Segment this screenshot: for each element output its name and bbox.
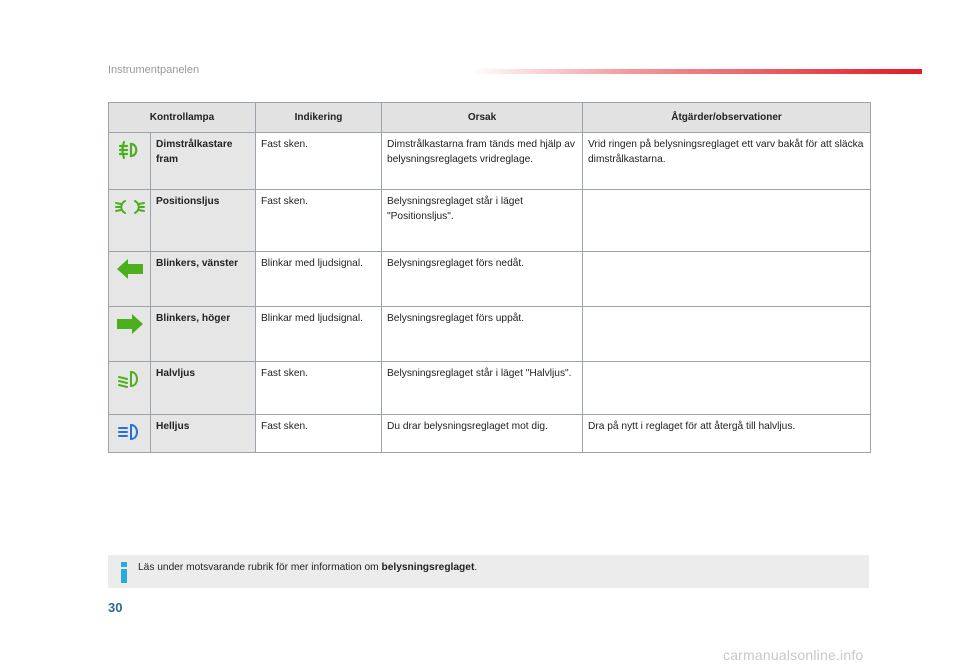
info-text-suffix: .	[474, 562, 478, 573]
lamp-indication: Fast sken.	[256, 133, 382, 190]
info-text-prefix: Läs under motsvarande rubrik för mer information om	[138, 562, 382, 573]
column-header-indikering: Indikering	[256, 103, 382, 133]
lamp-name: Dimstrålkastare fram	[151, 133, 256, 190]
header-divider	[470, 69, 922, 74]
info-text	[138, 562, 477, 573]
lamp-name: Blinkers, höger	[151, 307, 256, 362]
lamp-cause: Belysningsreglaget står i läget "Positionsljus".	[382, 190, 583, 252]
right-arrow-icon	[114, 311, 146, 337]
info-text-bold: belysningsreglaget	[381, 562, 475, 573]
low-beam-icon	[114, 366, 146, 392]
lamp-cause: Du drar belysningsreglaget mot dig.	[382, 415, 583, 453]
lamp-action: Vrid ringen på belysningsreglaget ett varv bakåt för att släcka dimstrålkastarna.	[583, 133, 871, 190]
lamp-cause: Dimstrålkastarna fram tänds med hjälp av belysningsreglagets vridreglage.	[382, 133, 583, 190]
lamp-name: Helljus	[151, 415, 256, 453]
table-row	[109, 190, 871, 252]
warning-lamps-table	[108, 102, 871, 453]
column-header-orsak: Orsak	[382, 103, 583, 133]
lamp-name: Positionsljus	[151, 190, 256, 252]
lamp-indication: Blinkar med ljudsignal.	[256, 252, 382, 307]
page-number: 30	[108, 600, 123, 615]
high-beam-icon	[114, 419, 146, 445]
column-header-atgarder: Åtgärder/observationer	[583, 103, 871, 133]
lamp-indication: Fast sken.	[256, 190, 382, 252]
lamp-action: Dra på nytt i reglaget för att återgå till halvljus.	[583, 415, 871, 453]
info-icon	[118, 560, 130, 584]
lamp-cause: Belysningsreglaget står i läget "Halvljus".	[382, 362, 583, 415]
watermark: carmanualsonline.info	[723, 647, 864, 663]
lamp-cause: Belysningsreglaget förs uppåt.	[382, 307, 583, 362]
fog-light-icon	[114, 137, 146, 163]
left-arrow-icon	[114, 256, 146, 282]
lamp-indication: Blinkar med ljudsignal.	[256, 307, 382, 362]
position-lights-icon	[114, 194, 146, 220]
lamp-cause: Belysningsreglaget förs nedåt.	[382, 252, 583, 307]
table-row	[109, 252, 871, 307]
table-row	[109, 362, 871, 415]
table-header-row	[109, 103, 871, 133]
lamp-action	[583, 190, 871, 252]
lamp-indication: Fast sken.	[256, 415, 382, 453]
lamp-action	[583, 307, 871, 362]
info-box	[108, 555, 869, 588]
lamp-action	[583, 362, 871, 415]
table-row	[109, 415, 871, 453]
section-title: Instrumentpanelen	[108, 64, 200, 76]
table-row	[109, 307, 871, 362]
column-header-kontrollampa: Kontrollampa	[109, 103, 256, 133]
table-row	[109, 133, 871, 190]
lamp-name: Halvljus	[151, 362, 256, 415]
lamp-name: Blinkers, vänster	[151, 252, 256, 307]
lamp-action	[583, 252, 871, 307]
lamp-indication: Fast sken.	[256, 362, 382, 415]
